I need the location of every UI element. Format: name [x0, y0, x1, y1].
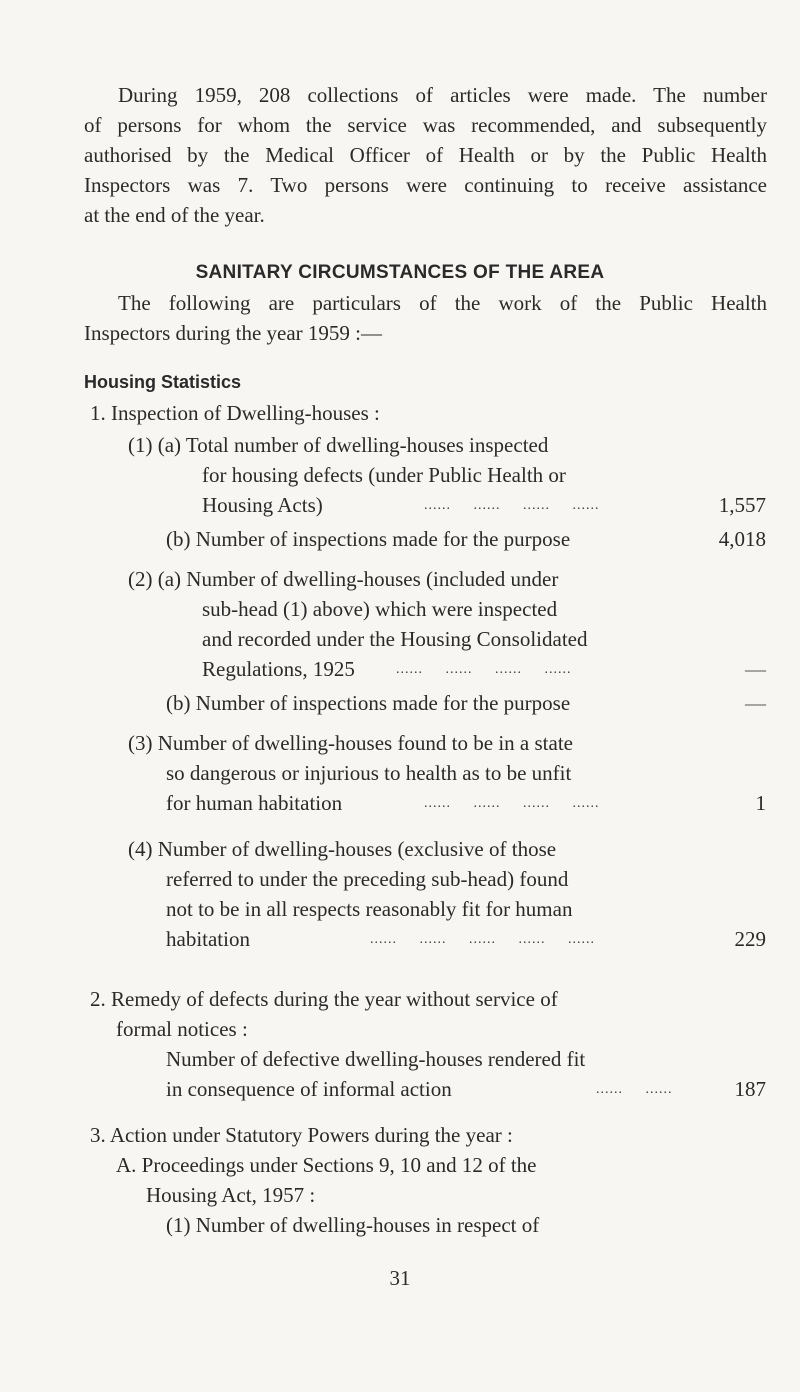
- item-2a-line-2: sub-head (1) above) which were inspected: [202, 597, 558, 621]
- item-3-line-3: for human habitation: [166, 791, 343, 815]
- item-3-line-1: (3) Number of dwelling-houses found to be in a state: [128, 731, 573, 755]
- leader-dots: ...... ...... ...... ......: [424, 498, 600, 513]
- para2-line-2: Inspectors during the year 1959 :—: [84, 321, 383, 345]
- item-1a-line-3: Housing Acts): [202, 493, 323, 517]
- para2-line-1: The following are particulars of the work of the Public Health: [118, 291, 767, 315]
- section-title: SANITARY CIRCUMSTANCES OF THE AREA: [195, 262, 605, 283]
- item-2-line-1: 2. Remedy of defects during the year without service of: [90, 987, 558, 1011]
- leader-dots: ...... ...... ...... ......: [424, 796, 600, 811]
- value-1a: 1,557: [718, 493, 766, 517]
- item-2-line-3: Number of defective dwelling-houses rendered fit: [166, 1047, 586, 1071]
- item-1-heading: 1. Inspection of Dwelling-houses :: [90, 401, 380, 425]
- value-4: 229: [734, 927, 766, 951]
- item-2a-line-4: Regulations, 1925: [202, 657, 355, 681]
- leader-dots: ...... ...... ...... ...... ......: [370, 932, 595, 947]
- item-4-line-2: referred to under the preceding sub-head) found: [166, 867, 569, 891]
- item-2b: (b) Number of inspections made for the purpose: [166, 691, 571, 715]
- intro-line-3: authorised by the Medical Officer of Health or by the Public Health: [84, 143, 767, 167]
- intro-line-1: During 1959, 208 collections of articles were made. The number: [118, 83, 767, 107]
- intro-line-4: Inspectors was 7. Two persons were continuing to receive assistance: [84, 173, 767, 197]
- item-2-line-4: in consequence of informal action: [166, 1077, 452, 1101]
- leader-dots: ...... ...... ...... ......: [396, 662, 572, 677]
- item-4-line-4: habitation: [166, 927, 250, 951]
- item-4-line-3: not to be in all respects reasonably fit for human: [166, 897, 573, 921]
- item-1a-line-2: for housing defects (under Public Health or: [202, 463, 566, 487]
- item-2-line-2: formal notices :: [116, 1017, 248, 1041]
- page-number: 31: [389, 1266, 411, 1290]
- value-5: 187: [734, 1077, 766, 1101]
- value-1b: 4,018: [718, 527, 766, 551]
- item-3-heading: 3. Action under Statutory Powers during the year :: [90, 1123, 513, 1147]
- value-2b: —: [745, 691, 766, 715]
- leader-dots: ...... ......: [596, 1082, 673, 1097]
- item-3a-line-2: Housing Act, 1957 :: [146, 1183, 316, 1207]
- item-3a-line-3: (1) Number of dwelling-houses in respect of: [166, 1213, 540, 1237]
- value-3: 1: [755, 791, 766, 815]
- intro-line-2: of persons for whom the service was recommended, and subsequently: [84, 113, 767, 137]
- intro-line-5: at the end of the year.: [84, 203, 265, 227]
- item-1b: (b) Number of inspections made for the purpose: [166, 527, 571, 551]
- item-3-line-2: so dangerous or injurious to health as to be unfit: [166, 761, 572, 785]
- item-4-line-1: (4) Number of dwelling-houses (exclusive of those: [128, 837, 557, 861]
- housing-statistics-heading: Housing Statistics: [84, 372, 242, 392]
- value-2a: —: [745, 657, 766, 681]
- item-2a-line-3: and recorded under the Housing Consolidated: [202, 627, 588, 651]
- item-3a-line-1: A. Proceedings under Sections 9, 10 and 12 of the: [116, 1153, 537, 1177]
- item-1a-line-1: (1) (a) Total number of dwelling-houses inspected: [128, 433, 549, 457]
- item-2a-line-1: (2) (a) Number of dwelling-houses (included under: [128, 567, 559, 591]
